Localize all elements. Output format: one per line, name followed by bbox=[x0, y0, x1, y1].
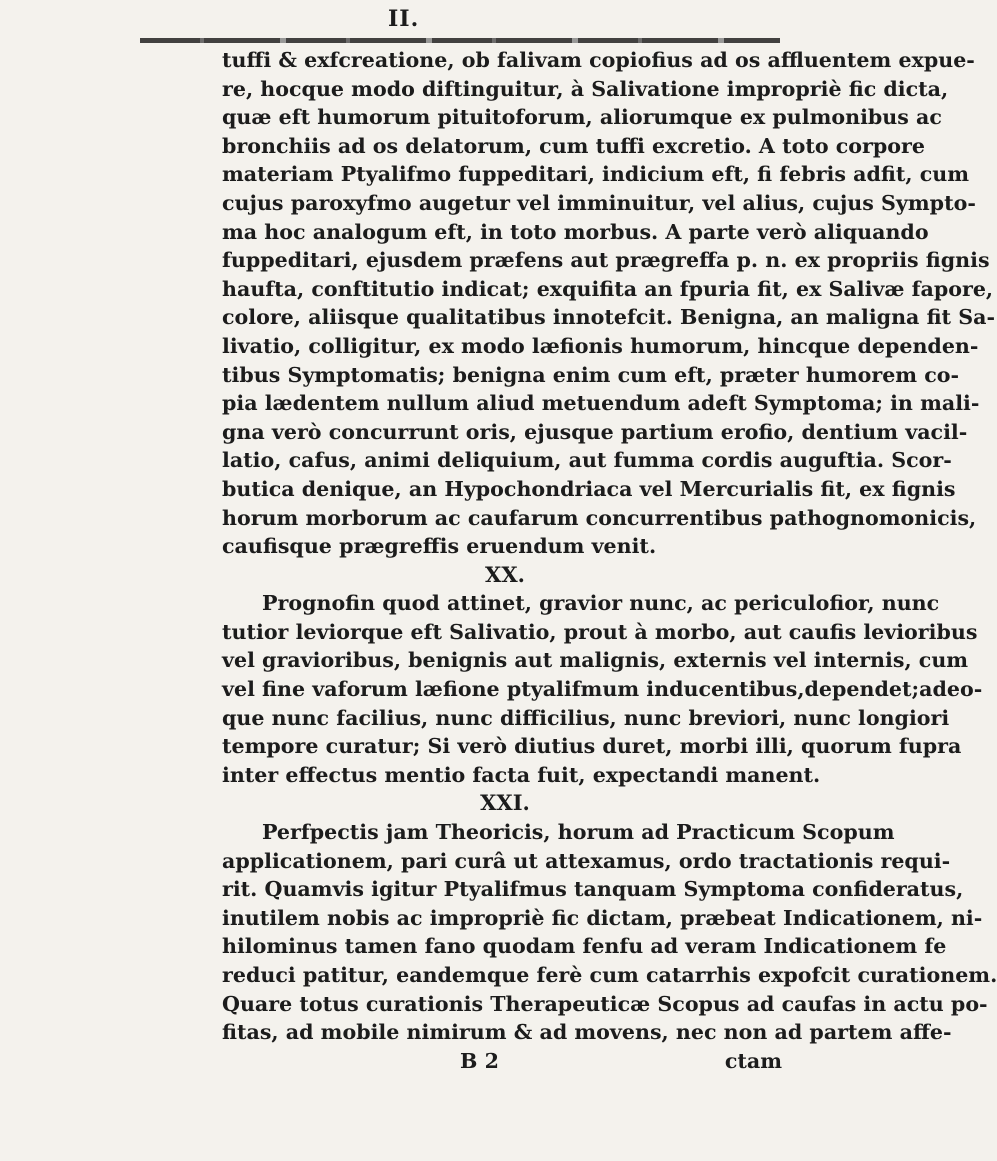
text-line: que nunc facilius, nunc difficilius, nunc breviori, nunc longiori bbox=[222, 705, 950, 730]
text-line: tuffi & exfcreatione, ob falivam copiofius ad os affluentem expue- bbox=[222, 48, 975, 72]
text-line: butica denique, an Hypochondriaca vel Mercurialis fit, ex fignis bbox=[222, 476, 956, 501]
text-line: fuppeditari, ejusdem præfens aut prægreffa p. n. ex propriis fignis bbox=[222, 248, 990, 273]
text-line: Perfpectis jam Theoricis, horum ad Practicum Scopum bbox=[262, 820, 895, 845]
text-line: vel fine vaforum læfione ptyalifmum inducentibus,dependet;adeo- bbox=[222, 677, 983, 702]
text-line: ma hoc analogum eft, in toto morbus. A parte verò aliquando bbox=[222, 219, 929, 244]
text-line: tibus Symptomatis; benigna enim cum eft, præter humorem co- bbox=[222, 362, 960, 387]
paragraph-1 bbox=[222, 46, 995, 561]
text-line: haufta, conftitutio indicat; exquifita an fpuria fit, ex Salivæ fapore, bbox=[222, 276, 994, 301]
section-heading-xx: XX. bbox=[485, 561, 525, 587]
text-line: tempore curatur; Si verò diutius duret, morbi illi, quorum fupra bbox=[222, 734, 962, 759]
text-line: livatio, colligitur, ex modo læfionis humorum, hincque dependen- bbox=[222, 333, 979, 358]
text-line: colore, aliisque qualitatibus innotefcit. Benigna, an maligna fit Sa- bbox=[222, 305, 995, 330]
text-line: inter effectus mentio facta fuit, expectandi manent. bbox=[222, 762, 821, 787]
text-line: caufisque prægreffis eruendum venit. bbox=[222, 534, 657, 559]
signature-mark: B 2 bbox=[460, 1048, 499, 1073]
text-line: reduci patitur, eandemque ferè cum catarrhis expofcit curationem. bbox=[222, 963, 997, 987]
paragraph-2 bbox=[222, 589, 983, 789]
text-line: hilominus tamen fano quodam fenfu ad veram Indicationem fe bbox=[222, 934, 947, 959]
text-line: Prognofin quod attinet, gravior nunc, ac periculofior, nunc bbox=[262, 591, 940, 616]
text-line: inutilem nobis ac impropriè fic dictam, præbeat Indicationem, ni- bbox=[222, 905, 983, 930]
text-line: horum morborum ac caufarum concurrentibus pathognomonicis, bbox=[222, 505, 977, 530]
text-line: cujus paroxyfmo augetur vel imminuitur, vel alius, cujus Sympto- bbox=[222, 190, 976, 215]
text-line: re, hocque modo diftinguitur, à Salivatione impropriè fic dicta, bbox=[222, 76, 949, 101]
page-text bbox=[222, 46, 997, 1075]
catchword: ctam bbox=[724, 1048, 782, 1073]
text-line: Quare totus curationis Therapeuticæ Scopus ad caufas in actu po- bbox=[222, 991, 988, 1016]
text-line: bronchiis ad os delatorum, cum tuffi excretio. A toto corpore bbox=[222, 133, 925, 158]
page-number: II. bbox=[388, 6, 420, 32]
text-line: materiam Ptyalifmo fuppeditari, indicium eft, fi febris adfit, cum bbox=[222, 162, 969, 187]
text-line: gna verò concurrunt oris, ejusque partium erofio, dentium vacil- bbox=[222, 419, 968, 444]
header-rule bbox=[140, 38, 780, 43]
text-line: pia lædentem nullum aliud metuendum adeft Symptoma; in mali- bbox=[222, 391, 980, 416]
text-line: fitas, ad mobile nimirum & ad movens, nec non ad partem affe- bbox=[222, 1020, 952, 1045]
text-line: quæ eft humorum pituitoforum, aliorumque ex pulmonibus ac bbox=[222, 105, 942, 130]
text-line: rit. Quamvis igitur Ptyalifmus tanquam Symptoma confideratus, bbox=[222, 877, 964, 902]
text-line: applicationem, pari curâ ut attexamus, ordo tractationis requi- bbox=[222, 848, 951, 873]
paragraph-3 bbox=[222, 818, 997, 1047]
text-line: latio, cafus, animi deliquium, aut fumma cordis auguftia. Scor- bbox=[222, 448, 952, 473]
text-line: tutior leviorque eft Salivatio, prout à morbo, aut caufis levioribus bbox=[222, 619, 978, 644]
section-heading-xxi: XXI. bbox=[480, 790, 530, 816]
page-footer bbox=[222, 1047, 782, 1076]
text-line: vel gravioribus, benignis aut malignis, externis vel internis, cum bbox=[222, 648, 969, 673]
